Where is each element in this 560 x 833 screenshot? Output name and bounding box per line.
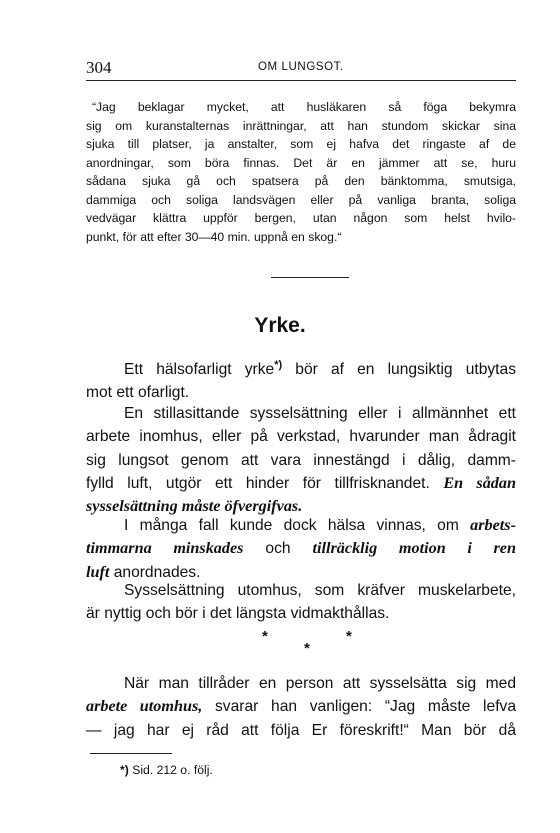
paragraph-3	[86, 514, 516, 584]
paragraph-line: sig lungsot genom att vara innestängd i dålig, damm-	[86, 451, 516, 469]
paragraph-line: En stillasittande sysselsättning eller i allmännhet ett	[124, 405, 516, 422]
running-title: OM LUNGSOT.	[258, 61, 344, 73]
quote-line: punkt, för att efter 30—40 min. uppnå en skog.“	[86, 229, 342, 244]
emphasis-text: arbete utomhus,	[86, 697, 203, 716]
emphasis-text: tillräcklig motion i ren	[312, 539, 516, 558]
quote-line: sjuka till platser, ja anstalter, som ej hafva det ringaste af de	[86, 137, 516, 151]
emphasis-text: luft	[86, 562, 110, 581]
asterism-divider	[0, 628, 560, 658]
quoted-passage	[86, 98, 516, 246]
emphasis-text: arbets-	[470, 516, 516, 534]
paragraph-line: mot ett ofarligt.	[86, 384, 190, 402]
footnote-reference: *)	[274, 359, 283, 371]
page-number: 304	[86, 58, 112, 77]
section-heading: Yrke.	[254, 314, 306, 337]
asterism-star: *	[304, 640, 310, 657]
text-run: bör af en lungsiktig utbytas	[282, 361, 516, 379]
footnote-mark: *)	[120, 763, 129, 777]
paragraph-2	[86, 402, 516, 518]
paragraph-line: Sysselsättning utomhus, som kräfver muskelarbete,	[124, 582, 516, 599]
asterism-star: *	[346, 628, 352, 645]
emphasis-text: sysselsättning måste öfvergifvas.	[86, 497, 303, 516]
text-run: anordnades.	[109, 563, 201, 581]
footnote	[120, 763, 213, 777]
text-run: fylld luft, utgör ett hinder för tillfrisknandet.	[86, 474, 444, 492]
footnote-rule	[90, 753, 172, 754]
quote-line: “Jag beklagar mycket, att husläkaren så föga bekymra	[92, 100, 516, 114]
quote-line: vedvägar klättra uppför bergen, utan någon som helst hvilo-	[86, 211, 516, 225]
emphasis-text: En sådan	[443, 473, 516, 492]
paragraph-line	[86, 472, 516, 495]
paragraph-line	[86, 354, 516, 381]
paragraph-line: — jag har ej råd att följa Er föreskrift!“ Man bör då	[86, 721, 516, 739]
text-run: och	[243, 540, 313, 558]
paragraph-line: är nyttig och bör i det längsta vidmakthållas.	[86, 605, 390, 623]
paragraph-line: arbete inomhus, eller på verkstad, hvarunder man ådragit	[86, 428, 516, 446]
emphasis-text: timmarna minskades	[86, 539, 244, 558]
section-divider	[271, 277, 349, 278]
paragraph-line	[86, 514, 516, 537]
quote-line: sig om kuranstalternas inrättningar, att han stundom skickar sina	[86, 118, 516, 133]
running-header	[86, 58, 516, 81]
quote-line: dammiga och soliga landsvägen eller på vanliga branta, soliga	[86, 192, 516, 207]
quote-line: sådana sjuka gå och spatsera på den bänktomma, smutsiga,	[86, 174, 516, 188]
quote-line: anordningar, som böra finnas. Det är en jämmer att se, huru	[86, 155, 516, 170]
paragraph-line	[86, 537, 516, 560]
text-run: Ett hälsofarligt yrke	[124, 361, 275, 379]
text-run: I många fall kunde dock hälsa vinnas, om	[124, 517, 471, 534]
asterism-star: *	[262, 628, 268, 645]
paragraph-line	[86, 695, 516, 718]
paragraph-5	[86, 672, 516, 742]
paragraph-4	[86, 579, 516, 626]
footnote-text: Sid. 212 o. följ.	[128, 763, 213, 777]
text-run: svarar han vanligen: “Jag måste lefva	[202, 698, 516, 716]
paragraph-line: När man tillråder en person att sysselsätta sig med	[124, 675, 516, 692]
paragraph-1	[86, 354, 516, 405]
